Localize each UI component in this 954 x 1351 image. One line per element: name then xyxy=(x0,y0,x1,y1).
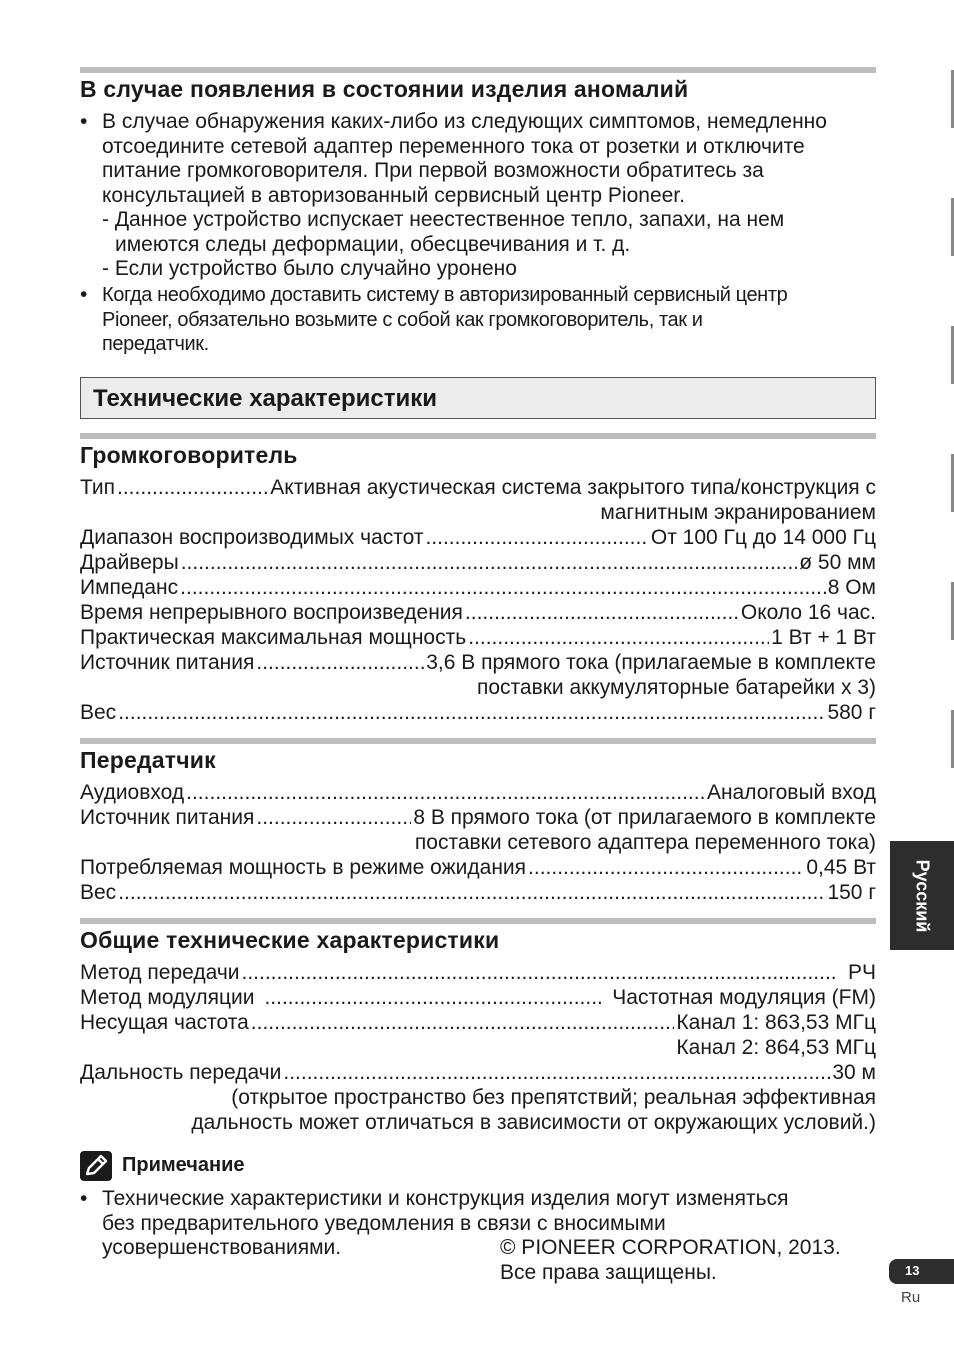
page-number-badge xyxy=(889,1259,954,1284)
page-number: 13 xyxy=(905,1263,920,1278)
bullet-marker: • xyxy=(80,1187,88,1210)
leader-dots xyxy=(256,805,411,830)
transmitter-heading: Передатчик xyxy=(80,747,216,773)
spec-label: Дальность передачи xyxy=(80,1061,282,1084)
language-tab xyxy=(890,841,954,950)
spec-value: 3,6 В прямого тока (прилагаемые в комплекте xyxy=(426,651,876,674)
text-line: - Если устройство было случайно уронено xyxy=(102,257,517,280)
spec-label: Потребляемая мощность в режиме ожидания xyxy=(80,856,527,879)
spec-value: 30 м xyxy=(832,1061,876,1084)
leader-dots xyxy=(181,550,798,575)
spec-value-cont: Канал 2: 864,53 МГц xyxy=(676,1036,876,1059)
spec-row xyxy=(80,1060,876,1085)
rights-reserved: Все права защищены. xyxy=(500,1261,717,1284)
leader-dots xyxy=(528,855,804,880)
spec-value: От 100 Гц до 14 000 Гц xyxy=(650,526,876,549)
spec-label: Тип xyxy=(80,476,116,499)
text-line: питание громкоговорителя. При первой возможности обратитесь за xyxy=(102,159,764,182)
text-line: имеются следы деформации, обесцвечивания и т. д. xyxy=(115,232,631,256)
language-tab-label: Русский xyxy=(912,859,933,932)
text-line: Когда необходимо доставить систему в авторизированный сервисный центр xyxy=(102,284,788,306)
bullet-marker: • xyxy=(80,283,88,306)
spec-label: Метод передачи xyxy=(80,961,240,984)
leader-dots xyxy=(264,985,604,1010)
spec-row xyxy=(80,600,876,625)
leader-dots xyxy=(283,1060,830,1085)
spec-value-cont: магнитным экранированием xyxy=(600,501,876,524)
spec-label: Время непрерывного воспроизведения xyxy=(80,601,463,624)
spec-label: Драйверы xyxy=(80,551,179,574)
text-line: передатчик. xyxy=(102,333,209,355)
spec-label: Вес xyxy=(80,881,117,904)
spec-value: Около 16 час. xyxy=(740,601,876,624)
text-line: консультацией в авторизованный сервисный центр Pioneer. xyxy=(102,183,685,207)
leader-dots xyxy=(256,650,424,675)
spec-value-cont: (открытое пространство без препятствий; реальная эффективная xyxy=(231,1086,876,1109)
spec-row xyxy=(80,855,876,880)
spec-row xyxy=(80,650,876,675)
spec-value: 580 г xyxy=(827,701,876,724)
spec-row xyxy=(80,780,876,805)
spec-label: Практическая максимальная мощность xyxy=(80,626,467,649)
spec-label: Импеданс xyxy=(80,576,179,599)
spec-value: Аналоговый вход xyxy=(706,781,876,804)
spec-label: Диапазон воспроизводимых частот xyxy=(80,526,424,549)
spec-row xyxy=(80,550,876,575)
spec-row xyxy=(80,1010,876,1035)
general-heading: Общие технические характеристики xyxy=(80,927,500,953)
leader-dots xyxy=(465,600,739,625)
section-rule xyxy=(80,738,876,744)
spec-value: РЧ xyxy=(847,961,876,984)
spec-value-cont: дальность может отличаться в зависимости от окружающих условий.) xyxy=(191,1111,876,1134)
text-line: усовершенствованиями. xyxy=(102,1236,342,1259)
spec-value: 150 г xyxy=(827,881,876,904)
leader-dots xyxy=(118,880,825,905)
leader-dots xyxy=(242,960,836,985)
section-rule xyxy=(80,918,876,924)
leader-dots xyxy=(117,475,268,500)
leader-dots xyxy=(251,1010,675,1035)
text-line: - Данное устройство испускает неестественное тепло, запахи, на нем xyxy=(102,208,785,231)
text-line: В случае обнаружения каких-либо из следующих симптомов, немедленно xyxy=(102,110,827,133)
spec-label: Несущая частота xyxy=(80,1011,249,1034)
specs-heading: Технические характеристики xyxy=(93,385,438,412)
note-pencil-icon xyxy=(80,1151,112,1181)
spec-row xyxy=(80,575,876,600)
copyright: © PIONEER CORPORATION, 2013. xyxy=(500,1236,841,1259)
note-title: Примечание xyxy=(122,1154,245,1176)
anomaly-bullet-2 xyxy=(102,283,876,357)
page-language-code: Ru xyxy=(901,1289,921,1306)
spec-value: Частотная модуляция (FM) xyxy=(612,986,876,1009)
spec-value: 1 Вт + 1 Вт xyxy=(771,626,876,649)
spec-value: 0,45 Вт xyxy=(806,856,876,879)
spec-value: Активная акустическая система закрытого типа/конструкция с xyxy=(270,476,876,499)
section-rule xyxy=(80,433,876,439)
speaker-heading: Громкоговоритель xyxy=(80,442,298,468)
text-line: без предварительного уведомления в связи с вносимыми xyxy=(102,1211,666,1235)
spec-label: Источник питания xyxy=(80,651,255,674)
leader-dots xyxy=(186,780,705,805)
specs-header-box xyxy=(80,377,876,419)
spec-row xyxy=(80,960,876,985)
spec-label: Вес xyxy=(80,701,117,724)
bullet-marker: • xyxy=(80,110,88,133)
text-line: Pioneer, обязательно возьмите с собой как громкоговоритель, так и xyxy=(102,308,703,331)
spec-label: Аудиовход xyxy=(80,781,185,804)
spec-value-cont: поставки аккумуляторные батарейки x 3) xyxy=(476,676,876,699)
spec-value: Канал 1: 863,53 МГц xyxy=(676,1011,876,1034)
spec-row xyxy=(80,880,876,905)
spec-value: ø 50 мм xyxy=(799,551,876,574)
spec-label: Источник питания xyxy=(80,806,255,829)
anomaly-bullet-1 xyxy=(102,110,876,282)
leader-dots xyxy=(118,700,825,725)
spec-row xyxy=(80,985,876,1010)
anomaly-heading: В случае появления в состоянии изделия аномалий xyxy=(80,76,689,102)
leader-dots xyxy=(425,525,648,550)
spec-row xyxy=(80,625,876,650)
spec-value: 8 Ом xyxy=(827,576,876,599)
spec-label: Метод модуляции xyxy=(80,986,255,1009)
section-rule xyxy=(80,67,876,73)
spec-value: 8 В прямого тока (от прилагаемого в комплекте xyxy=(413,806,876,829)
spec-row xyxy=(80,475,876,500)
spec-value-cont: поставки сетевого адаптера переменного тока) xyxy=(414,831,876,854)
spec-row xyxy=(80,700,876,725)
spec-row xyxy=(80,805,876,830)
text-line: отсоедините сетевой адаптер переменного тока от розетки и отключите xyxy=(102,134,805,158)
text-line: Технические характеристики и конструкция изделия могут изменяться xyxy=(102,1187,789,1210)
leader-dots xyxy=(468,625,769,650)
spec-row xyxy=(80,525,876,550)
leader-dots xyxy=(180,575,826,600)
